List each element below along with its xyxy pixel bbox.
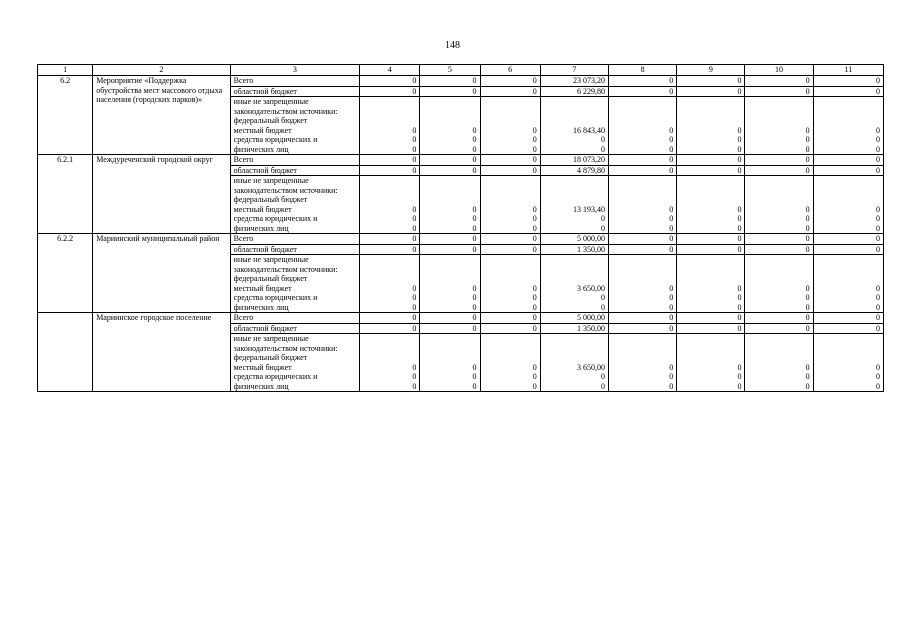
value-cell: 0 — [360, 244, 420, 255]
value-cell: 0 — [737, 362, 742, 372]
value-cell: 23 073,20 — [540, 76, 608, 87]
value-cell: 0 — [669, 214, 674, 223]
value-cell: 0 — [805, 135, 810, 144]
value-cell: 0 — [412, 214, 417, 223]
value-cell: 0 — [360, 323, 420, 334]
value-cell: 0 — [420, 244, 480, 255]
value-column-block — [677, 176, 745, 234]
row-label: Всего — [230, 234, 359, 245]
column-number-header: 9 — [677, 65, 745, 76]
value-cell: 0 — [412, 293, 417, 302]
value-cell: 0 — [532, 144, 537, 154]
value-cell: 0 — [737, 135, 742, 144]
value-cell: 0 — [600, 302, 605, 312]
source-label: средства юридических и физических лиц — [233, 214, 318, 233]
row-label: Всего — [230, 76, 359, 87]
value-cell: 0 — [669, 372, 674, 381]
section-index — [38, 313, 93, 392]
value-column-block — [540, 176, 608, 234]
value-cell: 0 — [412, 204, 417, 214]
value-cell: 0 — [420, 234, 480, 245]
row-label: Всего — [230, 155, 359, 166]
value-cell: 0 — [745, 244, 813, 255]
value-cell: 13 193,40 — [572, 204, 605, 214]
budget-table — [37, 64, 884, 392]
value-cell: 0 — [813, 165, 883, 176]
row-label: областной бюджет — [230, 165, 359, 176]
value-cell: 0 — [532, 214, 537, 223]
value-cell: 0 — [737, 302, 742, 312]
column-number-header: 4 — [360, 65, 420, 76]
value-cell: 0 — [608, 165, 676, 176]
value-cell: 0 — [813, 155, 883, 166]
value-cell: 1 350,00 — [540, 244, 608, 255]
value-cell: 0 — [608, 234, 676, 245]
value-cell: 0 — [677, 86, 745, 97]
value-cell: 0 — [745, 86, 813, 97]
value-cell: 0 — [669, 293, 674, 302]
value-cell: 0 — [608, 244, 676, 255]
value-cell: 0 — [532, 372, 537, 381]
value-column-block — [420, 97, 480, 155]
value-cell: 0 — [805, 144, 810, 154]
value-column-block — [480, 97, 540, 155]
value-cell: 0 — [480, 313, 540, 324]
value-column-block — [540, 97, 608, 155]
section-index: 6.2.2 — [38, 234, 93, 313]
value-cell: 0 — [480, 244, 540, 255]
other-sources-labels — [230, 334, 359, 392]
value-cell: 0 — [745, 155, 813, 166]
header-row — [38, 65, 884, 76]
value-cell: 0 — [677, 244, 745, 255]
value-cell: 0 — [805, 381, 810, 391]
value-cell: 4 879,80 — [540, 165, 608, 176]
value-column-block — [677, 334, 745, 392]
section-index: 6.2 — [38, 76, 93, 155]
value-cell: 0 — [532, 204, 537, 214]
source-label: средства юридических и физических лиц — [233, 372, 318, 391]
section-title: Мариинский муниципальный район — [93, 234, 230, 313]
value-cell: 0 — [876, 302, 880, 312]
value-cell: 0 — [420, 155, 480, 166]
value-cell: 0 — [677, 323, 745, 334]
value-cell: 0 — [813, 323, 883, 334]
value-cell: 0 — [412, 381, 417, 391]
value-cell: 0 — [737, 214, 742, 223]
value-cell: 0 — [472, 283, 477, 293]
value-column-block — [360, 97, 420, 155]
value-cell: 0 — [472, 293, 477, 302]
value-cell: 0 — [532, 381, 537, 391]
column-number-header: 7 — [540, 65, 608, 76]
value-column-block — [813, 334, 883, 392]
section-total-row — [38, 155, 884, 166]
value-cell: 0 — [480, 323, 540, 334]
value-cell: 0 — [532, 223, 537, 233]
value-cell: 0 — [608, 313, 676, 324]
column-number-header: 3 — [230, 65, 359, 76]
section-title: Мариинское городское поселение — [93, 313, 230, 392]
value-cell: 0 — [669, 362, 674, 372]
value-cell: 0 — [677, 165, 745, 176]
row-label: Всего — [230, 313, 359, 324]
value-column-block — [540, 334, 608, 392]
value-cell: 3 650,00 — [576, 362, 605, 372]
value-cell: 0 — [745, 165, 813, 176]
section-total-row — [38, 234, 884, 245]
value-cell: 0 — [600, 214, 605, 223]
value-cell: 0 — [677, 234, 745, 245]
value-cell: 0 — [745, 313, 813, 324]
value-column-block — [480, 255, 540, 313]
section-index: 6.2.1 — [38, 155, 93, 234]
value-cell: 0 — [412, 372, 417, 381]
value-cell: 0 — [805, 125, 810, 135]
other-sources-labels — [230, 97, 359, 155]
value-cell: 0 — [669, 135, 674, 144]
value-cell: 0 — [480, 86, 540, 97]
value-cell: 0 — [876, 144, 880, 154]
source-label: местный бюджет — [233, 204, 292, 214]
value-column-block — [813, 255, 883, 313]
value-cell: 0 — [420, 323, 480, 334]
value-cell: 0 — [472, 144, 477, 154]
other-sources-heading: иные не запрещенные законодательством источники: — [233, 97, 338, 116]
value-cell: 18 073,20 — [540, 155, 608, 166]
value-cell: 0 — [745, 323, 813, 334]
other-sources-labels — [230, 176, 359, 234]
section-total-row — [38, 313, 884, 324]
value-column-block — [608, 97, 676, 155]
value-cell: 0 — [876, 372, 880, 381]
value-cell: 0 — [805, 293, 810, 302]
value-column-block — [360, 334, 420, 392]
value-cell: 0 — [412, 362, 417, 372]
value-cell: 0 — [805, 372, 810, 381]
value-cell: 0 — [480, 155, 540, 166]
value-cell: 0 — [480, 234, 540, 245]
value-cell: 0 — [608, 155, 676, 166]
value-cell: 0 — [608, 86, 676, 97]
value-cell: 1 350,00 — [540, 323, 608, 334]
value-cell: 0 — [420, 313, 480, 324]
value-cell: 0 — [532, 362, 537, 372]
section-title: Мероприятие «Поддержка обустройства мест массового отдыха населения (городских парков)» — [93, 76, 230, 155]
value-cell: 0 — [737, 223, 742, 233]
value-column-block — [745, 255, 813, 313]
source-label: федеральный бюджет — [233, 353, 308, 362]
value-column-block — [608, 255, 676, 313]
source-label: местный бюджет — [233, 362, 292, 372]
value-cell: 0 — [480, 76, 540, 87]
value-cell: 0 — [600, 135, 605, 144]
value-cell: 0 — [737, 144, 742, 154]
value-cell: 0 — [876, 283, 880, 293]
value-column-block — [677, 97, 745, 155]
value-cell: 0 — [532, 135, 537, 144]
column-number-header: 10 — [745, 65, 813, 76]
value-column-block — [745, 97, 813, 155]
value-cell: 0 — [532, 302, 537, 312]
value-cell: 0 — [420, 165, 480, 176]
value-cell: 0 — [420, 76, 480, 87]
section-total-row — [38, 76, 884, 87]
value-cell: 0 — [876, 381, 880, 391]
value-cell: 0 — [876, 362, 880, 372]
value-cell: 0 — [813, 244, 883, 255]
value-cell: 0 — [876, 204, 880, 214]
value-cell: 0 — [360, 155, 420, 166]
page-number: 148 — [445, 40, 460, 51]
value-cell: 0 — [472, 135, 477, 144]
value-cell: 0 — [813, 234, 883, 245]
value-cell: 0 — [412, 135, 417, 144]
value-cell: 0 — [805, 302, 810, 312]
value-cell: 0 — [472, 223, 477, 233]
other-sources-heading: иные не запрещенные законодательством источники: — [233, 255, 338, 274]
value-cell: 0 — [472, 372, 477, 381]
value-cell: 0 — [805, 214, 810, 223]
value-cell: 0 — [813, 86, 883, 97]
value-cell: 0 — [608, 323, 676, 334]
value-cell: 0 — [737, 125, 742, 135]
value-cell: 0 — [412, 223, 417, 233]
source-label: федеральный бюджет — [233, 116, 308, 125]
value-cell: 0 — [472, 381, 477, 391]
value-cell: 0 — [737, 372, 742, 381]
value-column-block — [745, 176, 813, 234]
value-column-block — [480, 334, 540, 392]
column-number-header: 8 — [608, 65, 676, 76]
value-cell: 0 — [813, 313, 883, 324]
value-column-block — [480, 176, 540, 234]
value-cell: 5 000,00 — [540, 313, 608, 324]
value-cell: 16 843,40 — [572, 125, 605, 135]
value-cell: 0 — [669, 125, 674, 135]
row-label: областной бюджет — [230, 323, 359, 334]
other-sources-heading: иные не запрещенные законодательством источники: — [233, 334, 338, 353]
source-label: местный бюджет — [233, 125, 292, 135]
source-label: федеральный бюджет — [233, 195, 308, 204]
column-number-header: 2 — [93, 65, 230, 76]
value-cell: 0 — [600, 223, 605, 233]
value-cell: 0 — [876, 223, 880, 233]
value-cell: 0 — [677, 313, 745, 324]
value-cell: 0 — [360, 234, 420, 245]
value-cell: 0 — [745, 234, 813, 245]
other-sources-heading: иные не запрещенные законодательством источники: — [233, 176, 338, 195]
value-cell: 0 — [532, 125, 537, 135]
value-cell: 0 — [669, 302, 674, 312]
value-cell: 0 — [805, 223, 810, 233]
value-cell: 0 — [608, 76, 676, 87]
value-cell: 0 — [737, 293, 742, 302]
value-cell: 0 — [532, 293, 537, 302]
value-cell: 0 — [805, 204, 810, 214]
source-label: средства юридических и физических лиц — [233, 293, 318, 312]
value-cell: 0 — [737, 381, 742, 391]
value-column-block — [420, 334, 480, 392]
value-cell: 0 — [600, 293, 605, 302]
source-label: местный бюджет — [233, 283, 292, 293]
source-label: федеральный бюджет — [233, 274, 308, 283]
value-column-block — [813, 97, 883, 155]
section-title: Междуреченский городской округ — [93, 155, 230, 234]
value-cell: 0 — [480, 165, 540, 176]
value-cell: 0 — [360, 313, 420, 324]
value-cell: 5 000,00 — [540, 234, 608, 245]
table-body — [38, 65, 884, 392]
value-cell: 0 — [813, 76, 883, 87]
value-cell: 0 — [360, 76, 420, 87]
value-cell: 0 — [669, 283, 674, 293]
value-cell: 0 — [669, 381, 674, 391]
value-cell: 0 — [360, 165, 420, 176]
column-number-header: 1 — [38, 65, 93, 76]
value-cell: 0 — [600, 381, 605, 391]
value-cell: 0 — [805, 283, 810, 293]
value-cell: 3 650,00 — [576, 283, 605, 293]
value-cell: 0 — [472, 302, 477, 312]
value-cell: 0 — [737, 283, 742, 293]
value-column-block — [540, 255, 608, 313]
value-cell: 0 — [412, 302, 417, 312]
value-column-block — [608, 176, 676, 234]
value-cell: 0 — [677, 155, 745, 166]
value-column-block — [360, 255, 420, 313]
value-cell: 0 — [669, 204, 674, 214]
value-cell: 0 — [737, 204, 742, 214]
value-column-block — [745, 334, 813, 392]
value-cell: 0 — [472, 204, 477, 214]
column-number-header: 6 — [480, 65, 540, 76]
value-cell: 0 — [360, 86, 420, 97]
value-column-block — [608, 334, 676, 392]
value-cell: 0 — [805, 362, 810, 372]
value-cell: 0 — [472, 362, 477, 372]
value-cell: 0 — [600, 372, 605, 381]
column-number-header: 11 — [813, 65, 883, 76]
value-cell: 0 — [472, 214, 477, 223]
value-column-block — [420, 176, 480, 234]
row-label: областной бюджет — [230, 244, 359, 255]
value-cell: 0 — [876, 135, 880, 144]
other-sources-labels — [230, 255, 359, 313]
value-cell: 0 — [600, 144, 605, 154]
value-cell: 0 — [876, 293, 880, 302]
value-cell: 0 — [876, 125, 880, 135]
source-label: средства юридических и физических лиц — [233, 135, 318, 154]
value-cell: 0 — [472, 125, 477, 135]
value-cell: 0 — [876, 214, 880, 223]
value-cell: 0 — [412, 144, 417, 154]
value-cell: 0 — [677, 76, 745, 87]
value-cell: 0 — [669, 144, 674, 154]
value-cell: 0 — [412, 125, 417, 135]
row-label: областной бюджет — [230, 86, 359, 97]
column-number-header: 5 — [420, 65, 480, 76]
value-column-block — [813, 176, 883, 234]
value-column-block — [360, 176, 420, 234]
value-cell: 6 229,80 — [540, 86, 608, 97]
value-column-block — [420, 255, 480, 313]
value-cell: 0 — [745, 76, 813, 87]
value-cell: 0 — [420, 86, 480, 97]
value-cell: 0 — [669, 223, 674, 233]
value-cell: 0 — [412, 283, 417, 293]
value-column-block — [677, 255, 745, 313]
value-cell: 0 — [532, 283, 537, 293]
